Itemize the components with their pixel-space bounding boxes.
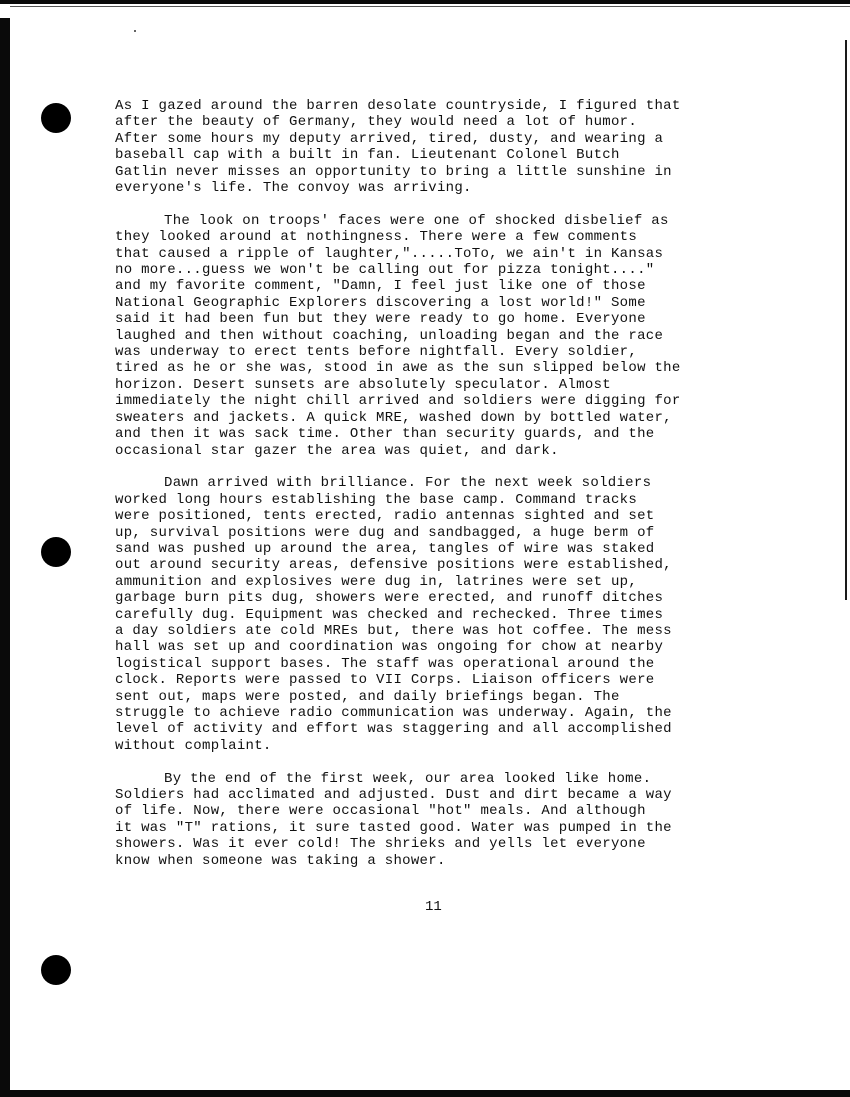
scan-border-left	[0, 18, 10, 1097]
document-body	[115, 98, 765, 885]
scan-edge-right	[845, 40, 847, 600]
scan-border-top	[0, 0, 850, 4]
binder-hole-top	[41, 103, 71, 133]
binder-hole-bottom	[41, 955, 71, 985]
paragraph-1: As I gazed around the barren desolate countryside, I figured that after the beauty of Germany, they would need a lot of humor. After some hours my deputy arrived, tired, dusty, and wearing a baseball cap with a built in fan. Lieutenant Colonel Butch Gatlin never misses an opportunity to bring a little sunshine in everyone's life. The convoy was arriving.	[115, 98, 681, 197]
scan-speck	[134, 30, 136, 32]
paragraph-2: The look on troops' faces were one of shocked disbelief as they looked around at nothingness. There were a few comments that caused a ripple of laughter,".....ToTo, we ain't in Kansas no more...guess we won't be calling out for pizza tonight...." and my favorite comment, "Damn, I feel just like one of those National Geographic Explorers discovering a lost world!" Some said it had been fun but they were ready to go home. Everyone laughed and then without coaching, unloading began and the race was underway to erect tents before nightfall. Every soldier, tired as he or she was, stood in awe as the sun slipped below the horizon. Desert sunsets are absolutely speculator. Almost immediately the night chill arrived and soldiers were digging for sweaters and jackets. A quick MRE, washed down by bottled water, and then it was sack time. Other than security guards, and the occasional star gazer the area was quiet, and dark.	[115, 212, 681, 459]
scan-line-top	[10, 6, 850, 7]
scan-border-bottom	[0, 1090, 850, 1097]
binder-hole-middle	[41, 537, 71, 567]
page-number: 11	[425, 899, 442, 915]
paragraph-3: Dawn arrived with brilliance. For the next week soldiers worked long hours establishing the base camp. Command tracks were positioned, tents erected, radio antennas sighted and set up, survival positions were dug and sandbagged, a huge berm of sand was pushed up around the area, tangles of wire was staked out around security areas, defensive positions were established, ammunition and explosives were dug in, latrines were set up, garbage burn pits dug, showers were erected, and runoff ditches carefully dug. Equipment was checked and rechecked. Three times a day soldiers ate cold MREs but, there was hot coffee. The mess hall was set up and coordination was ongoing for chow at nearby logistical support bases. The staff was operational around the clock. Reports were passed to VII Corps. Liaison officers were sent out, maps were posted, and daily briefings began. The struggle to achieve radio communication was underway. Again, the level of activity and effort was staggering and all accomplished without complaint.	[115, 475, 672, 754]
paragraph-4: By the end of the first week, our area looked like home. Soldiers had acclimated and adjusted. Dust and dirt became a way of life. Now, there were occasional "hot" meals. And although it was "T" rations, it sure tasted good. Water was pumped in the showers. Was it ever cold! The shrieks and yells let everyone know when someone was taking a shower.	[115, 770, 672, 869]
